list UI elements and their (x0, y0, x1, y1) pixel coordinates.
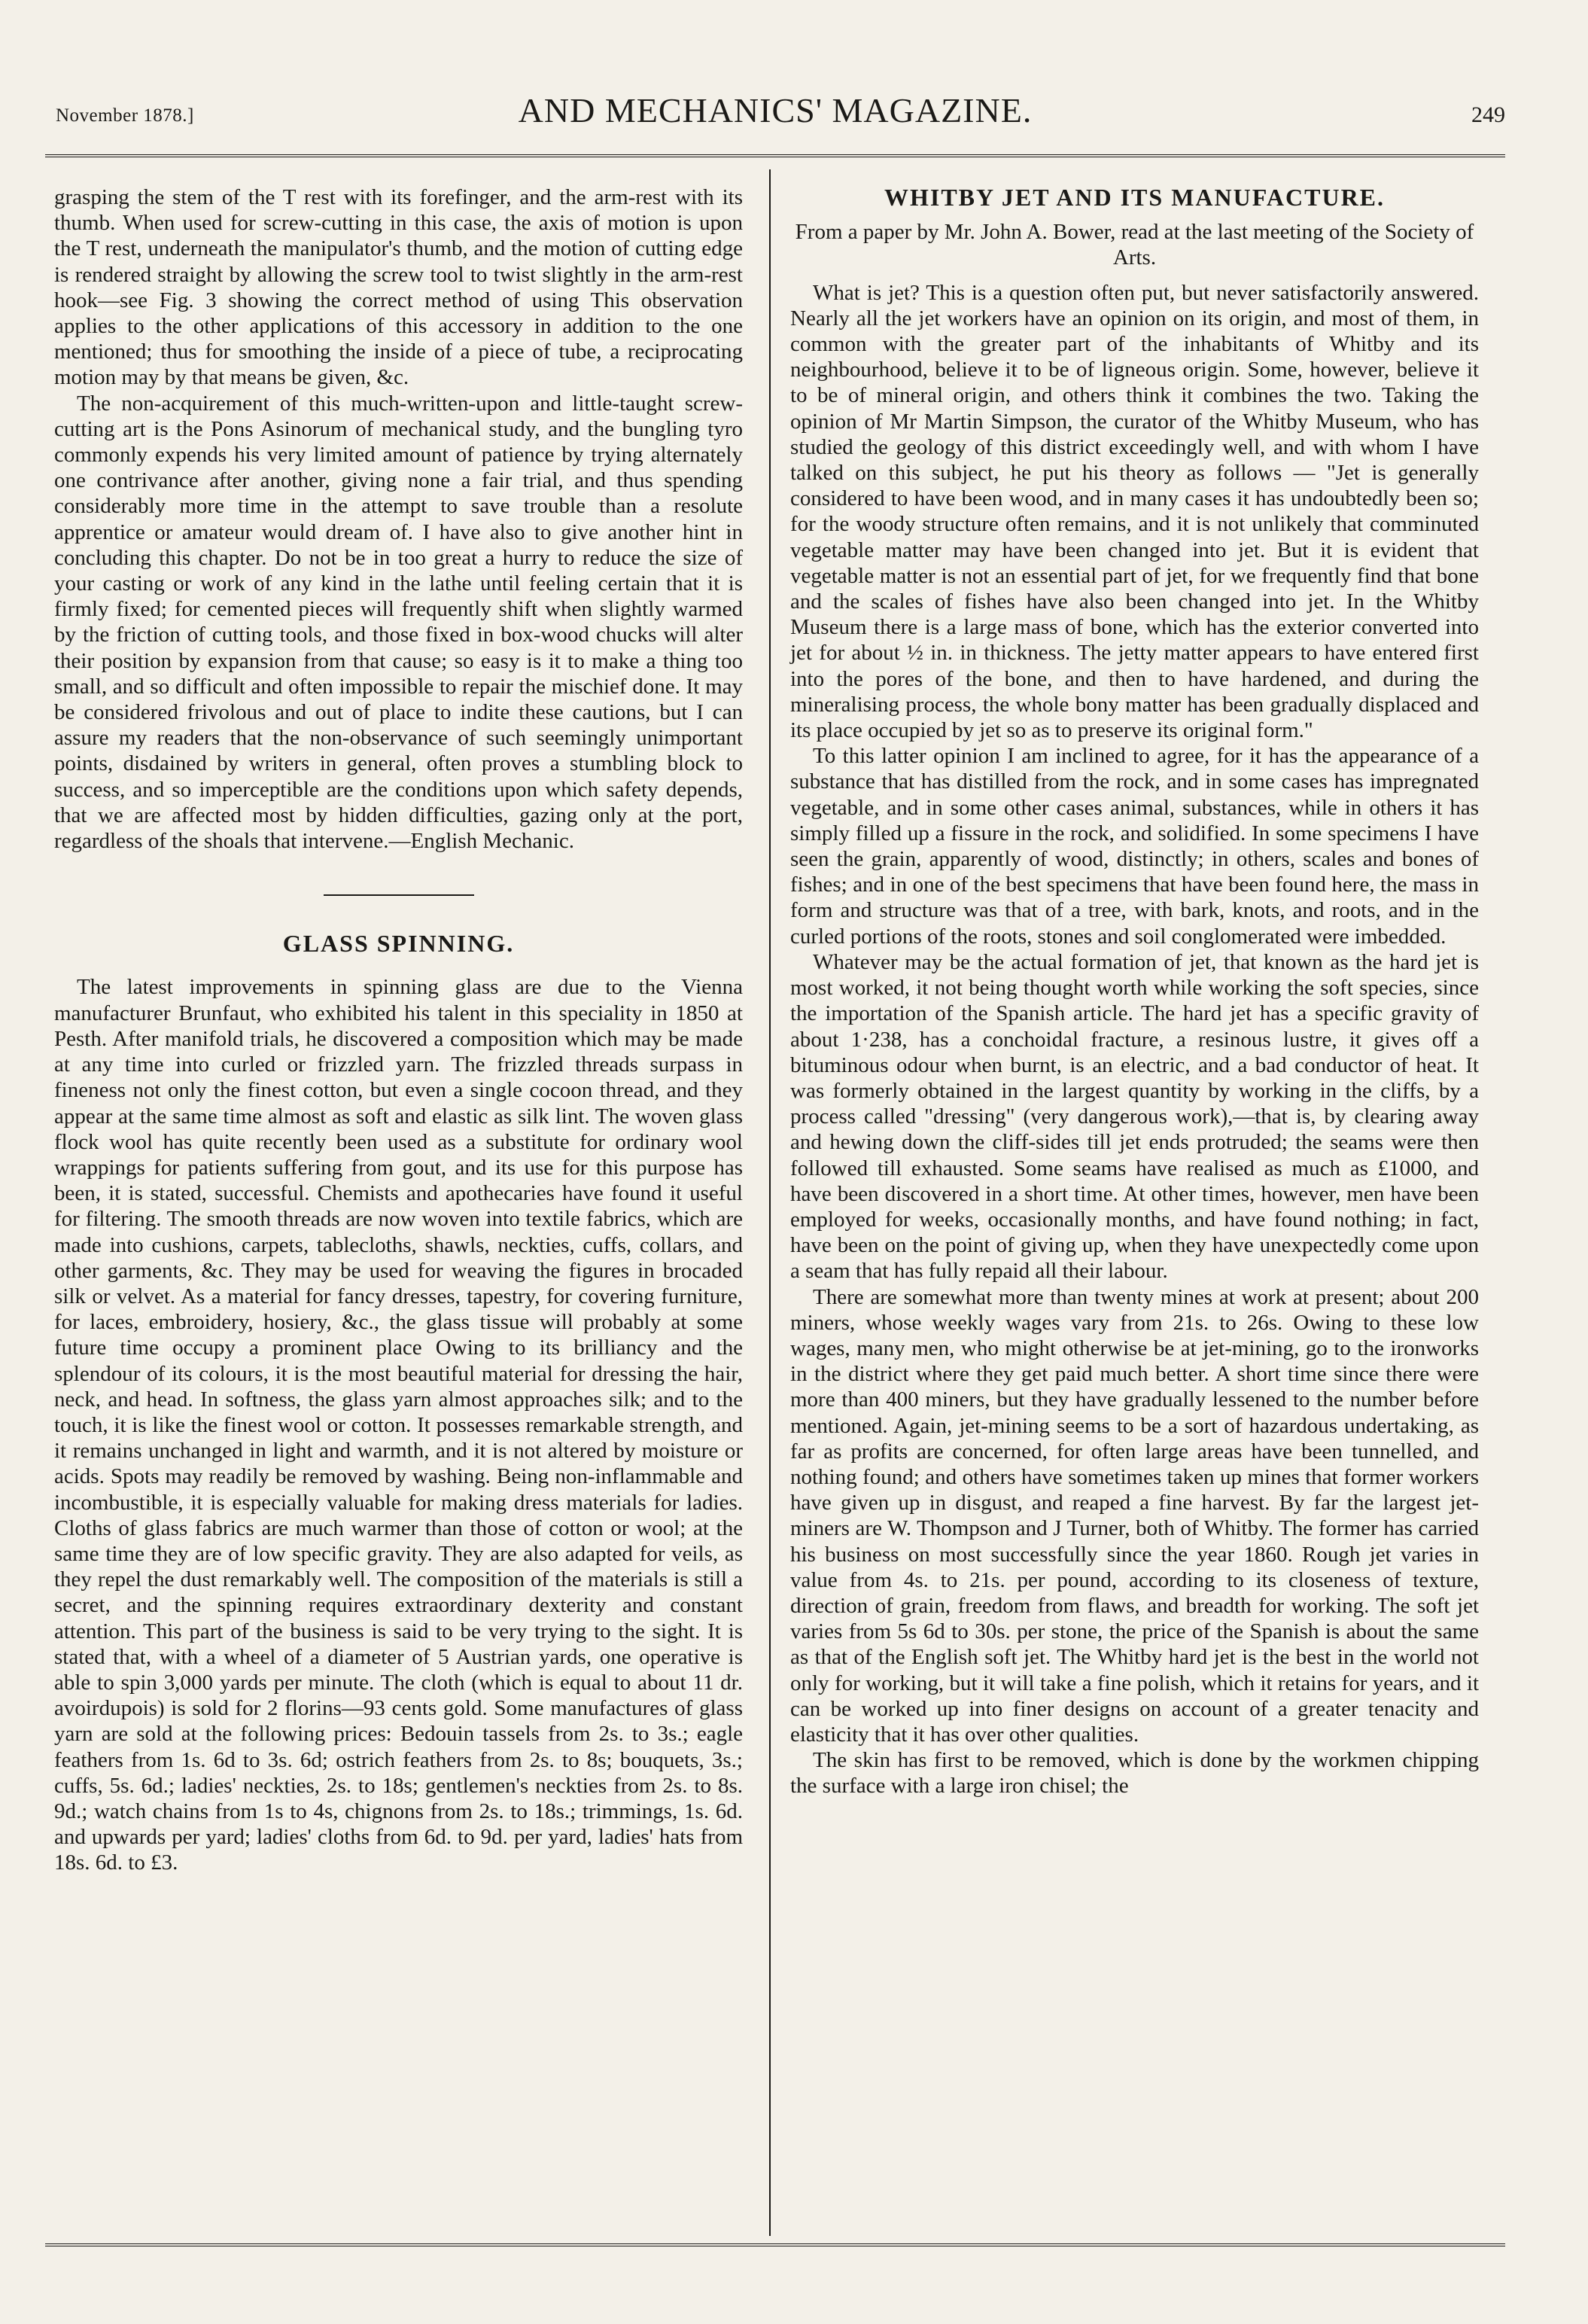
page-header (45, 90, 1505, 143)
section-separator (324, 894, 474, 896)
article-paragraph: The latest improvements in spinning glass are due to the Vienna manufacturer Brunfaut, who exhibited his talent in this speciality in 1850 at Pesth. After manifold trials, he discovered a composition which may be made at any time into curled or frizzled yarn. The frizzled threads surpass in fineness not only the finest cotton, but even a single cocoon thread, and they appear at the same time almost as soft and elastic as silk lint. The woven glass flock wool has quite recently been used as a substitute for ordinary wool wrappings for patients suffering from gout, and its use for this purpose has been, it is stated, successful. Chemists and apothecaries have found it useful for filtering. The smooth threads are now woven into textile fabrics, which are made into cushions, carpets, tablecloths, shawls, neckties, cuffs, collars, and other garments, &c. They may be used for weaving the figures in brocaded silk or velvet. As a material for fancy dresses, tapestry, for covering furniture, for laces, embroidery, hosiery, &c., the glass tissue will probably at some future time occupy a prominent place Owing to its brilliancy and the splendour of its colours, it is the most beautiful material for dressing the hair, neck, and head. In softness, the glass yarn almost approaches silk; and to the touch, it is like the finest wool or cotton. It possesses remarkable strength, and it remains unchanged in light and warmth, and it is not altered by moisture or acids. Spots may readily be removed by washing. Being non-inflammable and incombustible, it is especially valuable for making dress materials for ladies. Cloths of glass fabrics are much warmer than those of cotton or wool; at the same time they are of low specific gravity. They are also adapted for veils, as they repel the dust remarkably well. The composition of the materials is still a secret, and the spinning requires extraordinary dexterity and constant attention. This part of the business is said to be very trying to the sight. It is stated that, with a wheel of a diameter of 5 Austrian yards, one operative is able to spin 3,000 yards per minute. The cloth (which is equal to about 11 dr. avoirdupois) is sold for 2 florins—93 cents gold. Some manufactures of glass yarn are sold at the following prices: Bedouin tassels from 2s. to 3s.; eagle feathers from 1s. 6d to 3s. 6d; ostrich feathers from 2s. to 8s; bouquets, 3s.; cuffs, 5s. 6d.; ladies' neckties, 2s. to 18s; gentlemen's neckties from 2s. to 8s. 9d.; watch chains from 1s to 4s, chignons from 2s. to 18s.; trimmings, 1s. 6d. and upwards per yard; ladies' cloths from 6d. to 9d. per yard, ladies' hats from 18s. 6d. to £3. (54, 975, 743, 1875)
article-title-whitby-jet: WHITBY JET AND ITS MANUFACTURE. (884, 184, 1386, 211)
continued-paragraph: The non-acquirement of this much-written-upon and little-taught screw-cutting art is the Pons Asinorum of mechanical study, and the bungling tyro commonly expends his very limited amount of patience by trying alternately one contrivance after another, giving none a fair trial, and thus spending considerably more time in the attempt to save trouble than a resolute apprentice or amateur would dream of. I have also to give another hint in concluding this chapter. Do not be in too great a hurry to reduce the size of your casting or work of any kind in the lathe until feeling certain that it is firmly fixed; for cemented pieces will frequently shift when slightly warmed by the friction of cutting tools, and those fixed in box-wood chucks will alter their position by expansion from that cause; so easy is it to make a thing too small, and so difficult and often impossible to repair the mischief done. It may be considered frivolous and out of place to indite these cautions, but I can assure my readers that the non-observance of such seemingly unimportant points, disdained by writers in general, often proves a stumbling block to success, and so imperceptible are the conditions upon which safety depends, that we are affected most by hidden difficulties, gazing only at the port, regardless of the shoals that intervene.—English Mechanic. (54, 391, 743, 854)
magazine-title: AND MECHANICS' MAGAZINE. (518, 91, 1033, 129)
article-byline: From a paper by Mr. John A. Bower, read at the last meeting of the Society of Arts. (795, 220, 1474, 270)
page-number: 249 (1471, 102, 1505, 127)
article-paragraph: What is jet? This is a question often put, but never satisfactorily answered. Nearly all the jet workers have an opinion on its origin, and most of them, in common with the greater part of the inhabitants of Whitby and its neighbourhood, believe it to be of ligneous origin. Some, however, believe it to be of mineral origin, and others think it combines the two. Taking the opinion of Mr Martin Simpson, the curator of the Whitby Museum, who has studied the geology of this district exceedingly well, and with whom I have talked on this subject, he put his theory as follows — "Jet is generally considered to have been wood, and in many cases it has undoubtedly been so; for the woody structure often remains, and it is not unlikely that comminuted vegetable matter may have been changed into jet. But it is evident that vegetable matter is not an essential part of jet, for we frequently find that bone and the scales of fishes have also been changed into jet. In the Whitby Museum there is a large mass of bone, which has the exterior converted into jet for about ½ in. in thickness. The jetty matter appears to have entered first into the pores of the bone, and then to have hardened, and during the mineralising process, the whole bony matter has been gradually displaced and its place occupied by jet so as to preserve its original form." (790, 280, 1479, 743)
article-paragraph: Whatever may be the actual formation of jet, that known as the hard jet is most worked, it not being thought worth while working the soft species, since the importation of the Spanish article. The hard jet has a specific gravity of about 1·238, has a conchoidal fracture, a resinous lustre, it gives off a bituminous odour when burnt, is an electric, and a bad conductor of heat. It was formerly obtained in the largest quantity by working in the cliffs, by a process called "dressing" (very dangerous work),—that is, by clearing away and hewing down the cliff-sides till jet ends protruded; the seams were then followed till exhausted. Some seams have realised as much as £1000, and have been discovered in a short time. At other times, however, men have been employed for weeks, occasionally months, and have found nothing; in fact, have been on the point of giving up, when they have unexpectedly come upon a seam that has fully repaid all their labour. (790, 949, 1479, 1284)
left-column (54, 184, 743, 1876)
footer-rule (45, 2243, 1505, 2246)
column-divider (769, 169, 771, 2236)
article-title-glass-spinning: GLASS SPINNING. (282, 930, 515, 958)
issue-date: November 1878.] (56, 105, 194, 126)
header-rule (45, 154, 1505, 157)
article-paragraph: The skin has first to be removed, which is done by the workmen chipping the surface with a large iron chisel; the (790, 1748, 1479, 1799)
article-paragraph: There are somewhat more than twenty mines at work at present; about 200 miners, whose weekly wages vary from 21s. to 26s. Owing to these low wages, many men, who might otherwise be at jet-mining, go to the ironworks in the district where they get paid much better. A short time since there were more than 400 miners, but they have gradually lessened to the number before mentioned. Again, jet-mining seems to be a sort of hazardous undertaking, as far as profits are concerned, for often large areas have been tunnelled, and nothing found; and others have sometimes taken up mines that former workers have given up in disgust, and reaped a fine harvest. By far the largest jet-miners are W. Thompson and J Turner, both of Whitby. The former has carried his business on most successfully since the year 1860. Rough jet varies in value from 4s. to 21s. per pound, according to its closeness of texture, direction of grain, freedom from flaws, and breadth for working. The soft jet varies from 5s 6d to 30s. per stone, the price of the Spanish is about the same as that of the English soft jet. The Whitby hard jet is the best in the world not only for working, but it will take a fine polish, which it retains for years, and it can be worked up into finer designs on account of a greater tenacity and elasticity that it has over other qualities. (790, 1284, 1479, 1747)
continued-paragraph: grasping the stem of the T rest with its forefinger, and the arm-rest with its thumb. When used for screw-cutting in this case, the axis of motion is upon the T rest, underneath the manipulator's thumb, and the motion of cutting edge is rendered straight by allowing the screw tool to twist slightly in the arm-rest hook—see Fig. 3 showing the correct method of using This observation applies to the other applications of this accessory in addition to the one mentioned; thus for smoothing the inside of a piece of tube, a reciprocating motion may by that means be given, &c. (54, 185, 743, 390)
article-paragraph: To this latter opinion I am inclined to agree, for it has the appearance of a substance that has distilled from the rock, and in some cases has impregnated vegetable, and in some other cases animal, substances, while in others it has simply filled up a fissure in the rock, and solidified. In some specimens I have seen the grain, apparently of wood, distinctly; in others, scales and bones of fishes; and in one of the best specimens that have been found here, the mass in form and structure was that of a tree, with bark, knots, and roots, and in the curled portions of the roots, stones and soil conglomerated were imbedded. (790, 744, 1479, 949)
right-column (790, 184, 1479, 1799)
